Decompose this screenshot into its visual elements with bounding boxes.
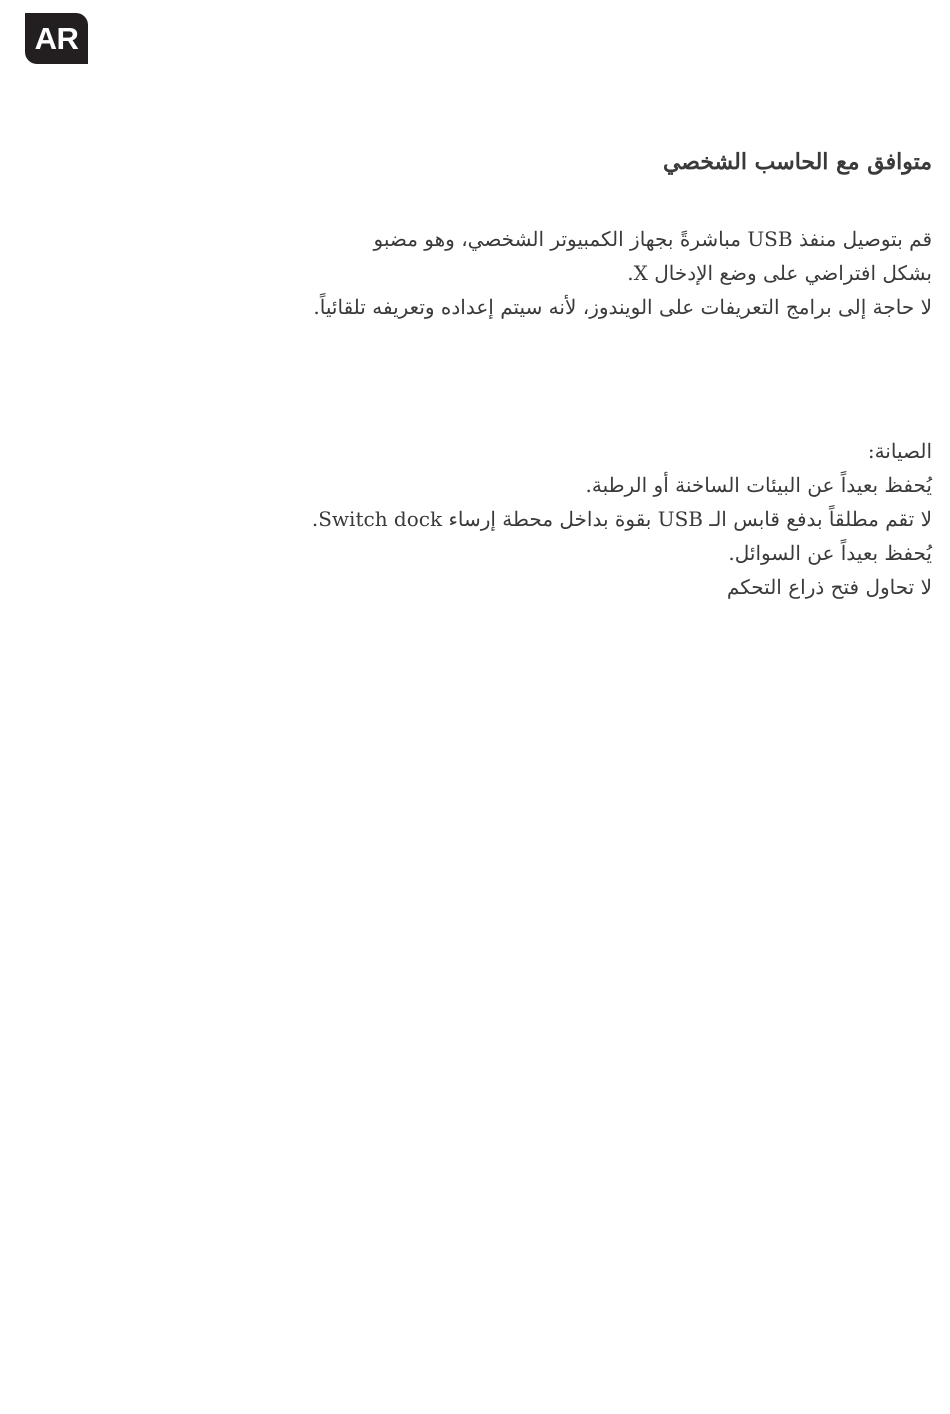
pc-line: بشكل افتراضي على وضع الإدخال X.	[627, 261, 932, 285]
pc-line: قم بتوصيل منفذ USB مباشرةً بجهاز الكمبيوتر الشخصي، وهو مضبو	[373, 227, 932, 251]
maintenance-title: الصيانة:	[867, 439, 932, 463]
maintenance-item: لا تحاول فتح ذراع التحكم	[726, 575, 932, 599]
maintenance-item: لا تقم مطلقاً بدفع قابس الـ USB بقوة بداخل محطة إرساء Switch dock.	[311, 507, 932, 531]
language-badge: AR	[25, 13, 88, 64]
pc-compatibility-paragraph	[172, 222, 932, 324]
document-content	[172, 140, 932, 604]
pc-line: لا حاجة إلى برامج التعريفات على الويندوز، لأنه سيتم إعداده وتعريفه تلقائياً.	[313, 295, 932, 319]
maintenance-section	[172, 434, 932, 604]
pc-compatibility-title: متوافق مع الحاسب الشخصي	[662, 149, 932, 175]
maintenance-item: يُحفظ بعيداً عن البيئات الساخنة أو الرطبة.	[585, 473, 932, 497]
maintenance-item: يُحفظ بعيداً عن السوائل.	[728, 541, 932, 565]
